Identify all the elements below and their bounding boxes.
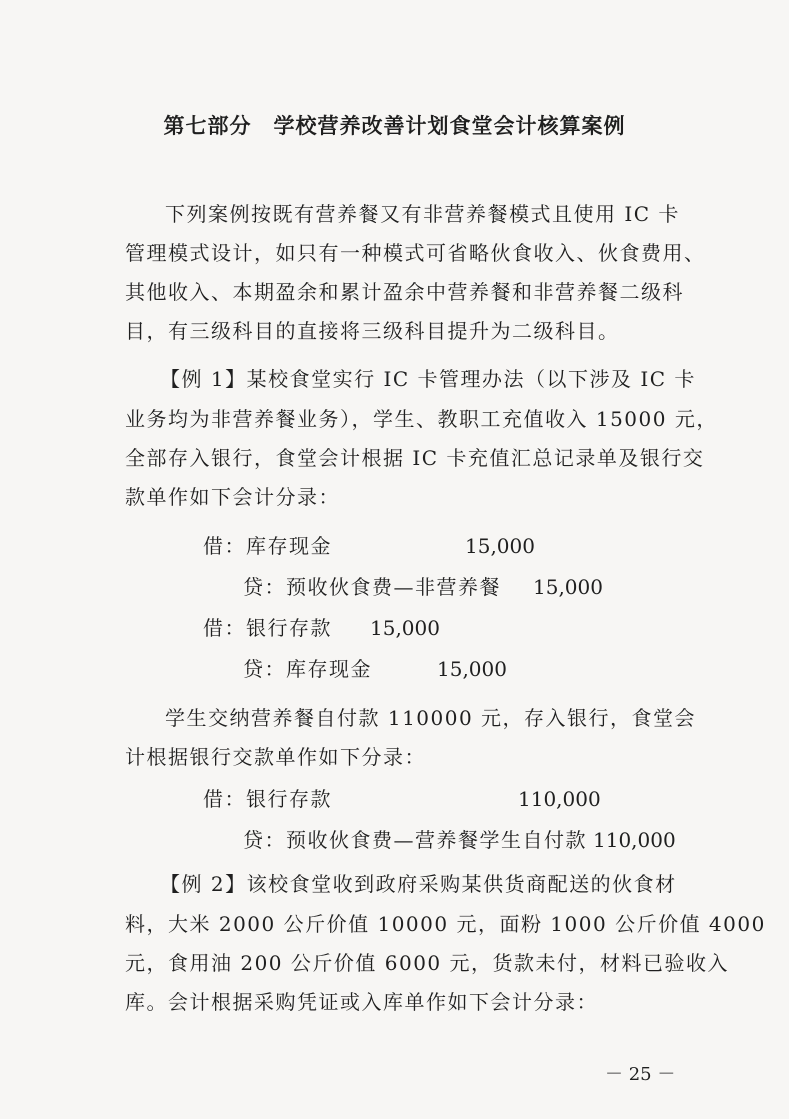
intro-line-3: 其他收入、本期盈余和累计盈余中营养餐和非营养餐二级科 xyxy=(125,280,684,304)
intro-line-2: 管理模式设计，如只有一种模式可省略伙食收入、伙食费用、 xyxy=(125,241,706,265)
example2-line-3: 元，食用油 200 公斤价值 6000 元，货款未付，材料已验收入 xyxy=(125,951,730,975)
example1-line-2: 业务均为非营养餐业务），学生、教职工充值收入 15000 元， xyxy=(125,407,718,431)
example1-line-3: 全部存入银行，食堂会计根据 IC 卡充值汇总记录单及银行交 xyxy=(125,446,705,470)
entry2-credit-label: 贷：库存现金 xyxy=(243,657,372,681)
entry1-credit-amount: 15,000 xyxy=(533,575,603,599)
entry2-debit-label: 借：银行存款 xyxy=(203,616,332,640)
entry2-credit-amount: 15,000 xyxy=(437,657,507,681)
entry1-debit-amount: 15,000 xyxy=(465,534,535,558)
entry2-debit-amount: 15,000 xyxy=(370,616,440,640)
entry1-debit-label: 借：库存现金 xyxy=(203,534,332,558)
entry1-credit-label: 贷：预收伙食费—非营养餐 xyxy=(243,575,501,599)
page-number: － 25 － xyxy=(605,1064,676,1085)
entry3-debit-label: 借：银行存款 xyxy=(203,787,332,811)
para2-line-2: 计根据银行交款单作如下分录： xyxy=(125,745,426,769)
example1-line-4: 款单作如下会计分录： xyxy=(125,485,340,509)
example2-line-2: 料，大米 2000 公斤价值 10000 元，面粉 1000 公斤价值 4000 xyxy=(125,912,766,936)
entry3-credit-amount: 110,000 xyxy=(593,828,676,852)
entry3-debit-amount: 110,000 xyxy=(518,787,601,811)
example2-line-4: 库。会计根据采购凭证或入库单作如下会计分录： xyxy=(125,990,598,1014)
intro-line-1: 下列案例按既有营养餐又有非营养餐模式且使用 IC 卡 xyxy=(165,202,680,226)
example1-line-1: 【例 1】某校食堂实行 IC 卡管理办法（以下涉及 IC 卡 xyxy=(160,367,696,391)
entry3-credit-label: 贷：预收伙食费—营养餐学生自付款 xyxy=(243,828,587,852)
para2-line-1: 学生交纳营养餐自付款 110000 元，存入银行，食堂会 xyxy=(165,706,697,730)
intro-line-4: 目，有三级科目的直接将三级科目提升为二级科目。 xyxy=(125,319,620,343)
example2-line-1: 【例 2】该校食堂收到政府采购某供货商配送的伙食材 xyxy=(160,872,677,896)
page-title: 第七部分 学校营养改善计划食堂会计核算案例 xyxy=(163,113,626,138)
